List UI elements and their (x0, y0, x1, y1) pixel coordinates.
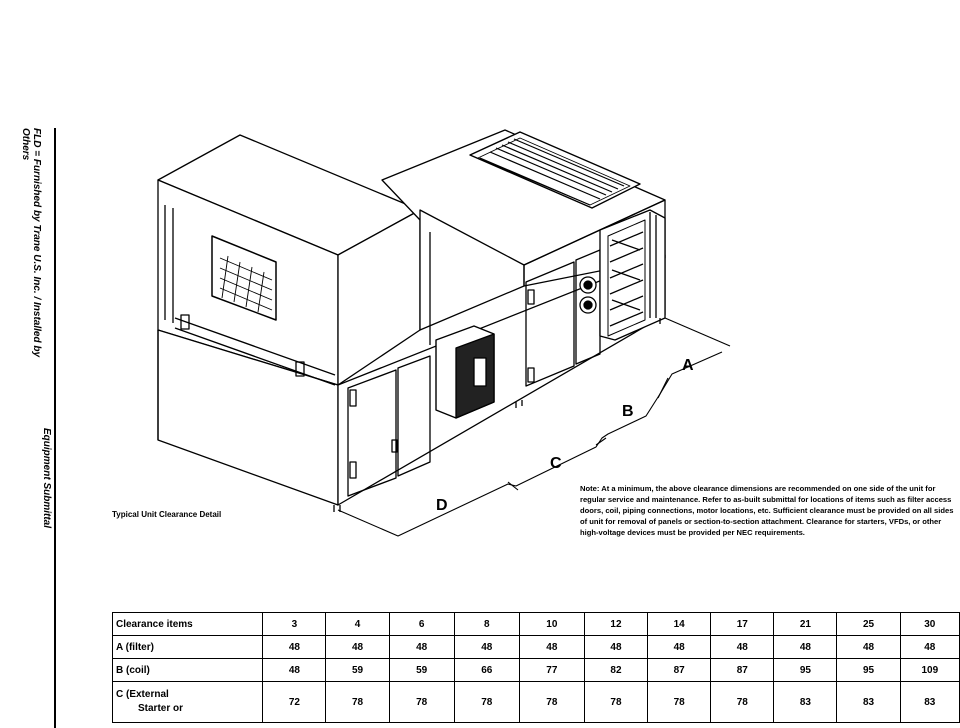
table-cell: 66 (454, 659, 519, 682)
table-cell: 72 (263, 682, 326, 723)
table-cell: 59 (326, 659, 389, 682)
size-col: 30 (900, 613, 959, 636)
size-col: 12 (584, 613, 647, 636)
table-row (113, 659, 960, 682)
clearance-note (580, 483, 960, 538)
size-col: 6 (389, 613, 454, 636)
table-row (113, 636, 960, 659)
table-cell: 77 (519, 659, 584, 682)
size-col: 10 (519, 613, 584, 636)
table-cell: 109 (900, 659, 959, 682)
table-cell: 87 (711, 659, 774, 682)
table-cell: 48 (584, 636, 647, 659)
table-cell: 48 (389, 636, 454, 659)
table-cell: 95 (774, 659, 837, 682)
table-cell: 78 (648, 682, 711, 723)
table-cell: 48 (648, 636, 711, 659)
fld-legend-line1: FLD = Furnished by Trane U.S. Inc. / Installed by (31, 128, 42, 358)
table-cell: 48 (900, 636, 959, 659)
table-cell: 48 (326, 636, 389, 659)
table-cell: 48 (263, 636, 326, 659)
table-cell: 78 (389, 682, 454, 723)
row-label-line2: Starter or (138, 703, 184, 714)
size-col: 17 (711, 613, 774, 636)
end-louver-section (600, 210, 665, 340)
equipment-submittal-label: Equipment Submittal (41, 428, 52, 528)
clearance-table (112, 612, 960, 723)
table-header-row (113, 613, 960, 636)
table-cell: 95 (837, 659, 900, 682)
size-col: 25 (837, 613, 900, 636)
drawing-caption: Typical Unit Clearance Detail (112, 510, 222, 519)
table-cell: 78 (711, 682, 774, 723)
table-cell: 83 (774, 682, 837, 723)
row-label-filter: A (filter) (113, 636, 263, 659)
table-cell: 83 (837, 682, 900, 723)
table-cell: 83 (900, 682, 959, 723)
table-cell: 48 (837, 636, 900, 659)
row-label-external-starter (113, 682, 263, 723)
fld-legend-line2: Others (20, 128, 31, 161)
table-cell: 78 (326, 682, 389, 723)
size-col: 14 (648, 613, 711, 636)
table-cell: 48 (263, 659, 326, 682)
table-cell: 78 (584, 682, 647, 723)
table-cell: 78 (454, 682, 519, 723)
size-col: 8 (454, 613, 519, 636)
table-header-label: Clearance items (113, 613, 263, 636)
row-label-line1: C (External (116, 689, 169, 700)
table-cell: 48 (519, 636, 584, 659)
row-label-coil: B (coil) (113, 659, 263, 682)
clearance-note-text: Note: At a minimum, the above clearance dimensions are recommended on one side of the unit for regular service and maintenance. Refer to as-built submittal for locations of items such as filter access doors, coil, piping connections, motor locations, etc. Sufficient clearance must be provided on all sides of unit for removal of panels or section-to-section attachment. Clearance for starters, VFDs, or other high-voltage devices must be provided per NEC requirements. (580, 484, 954, 537)
table-cell: 87 (648, 659, 711, 682)
size-col: 3 (263, 613, 326, 636)
table-row (113, 682, 960, 723)
dimension-label-b: B (622, 403, 634, 420)
table-cell: 48 (774, 636, 837, 659)
size-col: 21 (774, 613, 837, 636)
table-cell: 82 (584, 659, 647, 682)
table-cell: 48 (454, 636, 519, 659)
table-cell: 78 (519, 682, 584, 723)
table-cell: 59 (389, 659, 454, 682)
dimension-label-c: C (550, 455, 562, 472)
dimension-label-d: D (436, 497, 448, 514)
dimension-label-a: A (682, 357, 694, 374)
table-cell: 48 (711, 636, 774, 659)
size-col: 4 (326, 613, 389, 636)
